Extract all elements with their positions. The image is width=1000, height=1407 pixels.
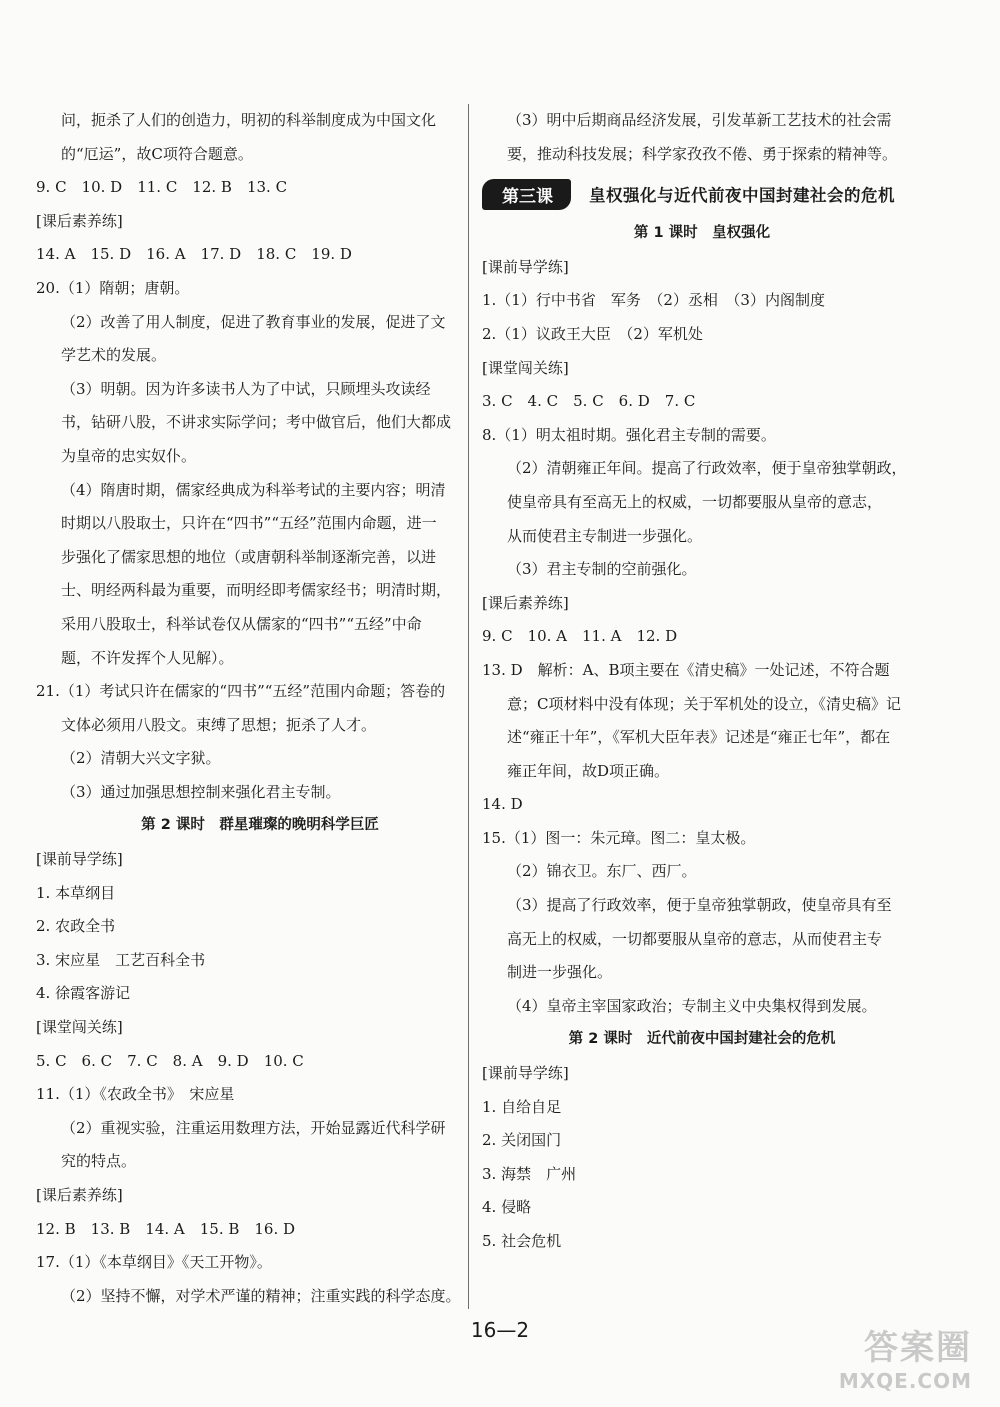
text-line: 9. C 10. D 11. C 12. B 13. C	[36, 178, 288, 197]
left-column	[36, 104, 484, 1313]
text-line: （3）提高了行政效率，便于皇帝独掌朝政，使皇帝具有至	[507, 896, 892, 915]
text-line: 时期以八股取士，只许在“四书”“五经”范围内命题，进一	[61, 514, 437, 533]
text-line: （2）坚持不懈，对学术严谨的精神；注重实践的科学态度。	[61, 1286, 461, 1305]
text-line: 1. 自给自足	[482, 1097, 562, 1116]
text-line: 5. C 6. C 7. C 8. A 9. D 10. C	[36, 1051, 304, 1070]
text-line: 3. 海禁 广州	[482, 1164, 577, 1183]
text-line: 士、明经两科最为重要，而明经即考儒家经书；明清时期，	[61, 581, 452, 600]
text-line: 采用八股取士，科举试卷仅从儒家的“四书”“五经”中命	[61, 614, 422, 633]
text-line: [课前导学练]	[482, 1064, 569, 1083]
text-line: 制进一步强化。	[507, 963, 613, 982]
text-line: 为皇帝的忠实奴仆。	[61, 446, 197, 465]
right-column-continuation	[482, 104, 922, 171]
text-line: （2）改善了用人制度，促进了教育事业的发展，促进了文	[61, 312, 446, 331]
text-line: 4. 徐霞客游记	[36, 984, 131, 1003]
text-line: （2）清朝雍正年间。提高了行政效率，便于皇帝独掌朝政，	[507, 459, 907, 478]
text-line: 高无上的权威，一切都要服从皇帝的意志，从而使君主专	[507, 929, 883, 948]
text-line: 8.（1）明太祖时期。强化君主专制的需要。	[482, 425, 776, 444]
text-line: 9. C 10. A 11. A 12. D	[482, 627, 678, 646]
text-line: 究的特点。	[61, 1152, 137, 1171]
text-line: 15.（1）图一：朱元璋。图二：皇太极。	[482, 828, 756, 847]
text-line: （2）清朝大兴文字狱。	[61, 749, 221, 768]
text-line: 步强化了儒家思想的地位（或唐朝科举制逐渐完善，以进	[61, 547, 437, 566]
text-line: [课后素养练]	[482, 593, 569, 612]
text-line: 书，钻研八股，不讲求实际学问；考中做官后，他们大都成	[61, 413, 452, 432]
text-line: 13. D 解析：A、B项主要在《清史稿》一处记述，不符合题	[482, 660, 890, 679]
text-line: 12. B 13. B 14. A 15. B 16. D	[36, 1219, 296, 1238]
section-heading: 第 2 课时 群星璀璨的晚明科学巨匠	[141, 817, 379, 834]
text-line: （2）锦衣卫。东厂、西厂。	[507, 862, 697, 881]
text-line: 题，不许发挥个人见解）。	[61, 648, 234, 667]
text-line: 使皇帝具有至高无上的权威，一切都要服从皇帝的意志，	[507, 492, 883, 511]
text-line: （3）通过加强思想控制来强化君主专制。	[61, 782, 341, 801]
text-line: 意；C项材料中没有体现；关于军机处的设立，《清史稿》记	[507, 694, 901, 713]
text-line: （2）重视实验，注重运用数理方法，开始显露近代科学研	[61, 1118, 446, 1137]
text-line: 14. A 15. D 16. A 17. D 18. C 19. D	[36, 245, 352, 264]
text-line: 1.（1）行中书省 军务 （2）丞相 （3）内阁制度	[482, 291, 825, 310]
text-line: 要，推动科技发展；科学家孜孜不倦、勇于探索的精神等。	[507, 144, 898, 163]
text-line: 14. D	[482, 795, 523, 814]
text-line: 4. 侵略	[482, 1198, 532, 1217]
text-line: （4）皇帝主宰国家政治；专制主义中央集权得到发展。	[507, 996, 877, 1015]
text-line: （3）明朝。因为许多读书人为了中试，只顾埋头攻读经	[61, 379, 431, 398]
text-line: 20.（1）隋朝；唐朝。	[36, 278, 190, 297]
watermark-logo: 答案圈	[864, 1328, 972, 1368]
text-line: 11.（1）《农政全书》 宋应星	[36, 1085, 235, 1104]
section-heading: 第 2 课时 近代前夜中国封建社会的危机	[568, 1031, 836, 1048]
text-line: 问，扼杀了人们的创造力，明初的科举制度成为中国文化	[61, 111, 437, 129]
text-line: [课前导学练]	[36, 850, 123, 869]
watermark-url: MXQE.COM	[838, 1369, 972, 1393]
right-column-body	[482, 217, 922, 1258]
text-line: 21.（1）考试只许在儒家的“四书”“五经”范围内命题；答卷的	[36, 682, 446, 701]
lesson-badge: 第三课	[482, 179, 571, 210]
text-line: 1. 本草纲目	[36, 883, 116, 902]
text-line: 2.（1）议政王大臣 （2）军机处	[482, 324, 703, 343]
text-line: 文体必须用八股文。束缚了思想；扼杀了人才。	[61, 715, 377, 734]
text-line: 2. 农政全书	[36, 917, 116, 936]
text-line: 17.（1）《本草纲目》《天工开物》。	[36, 1253, 272, 1272]
text-line: [课前导学练]	[482, 257, 569, 276]
lesson-title: 皇权强化与近代前夜中国封建社会的危机	[589, 186, 895, 206]
text-line: （4）隋唐时期，儒家经典成为科举考试的主要内容；明清	[61, 480, 446, 499]
column-divider	[468, 104, 469, 1309]
text-line: [课堂闯关练]	[36, 1018, 123, 1037]
text-line: 5. 社会危机	[482, 1232, 562, 1250]
section-heading: 第 1 课时 皇权强化	[633, 225, 771, 242]
text-line: [课堂闯关练]	[482, 358, 569, 377]
text-line: 的“厄运”，故C项符合题意。	[61, 144, 253, 163]
text-line: 述“雍正十年”，《军机大臣年表》记述是“雍正七年”，都在	[507, 728, 891, 747]
text-line: 2. 关闭国门	[482, 1131, 562, 1150]
text-line: （3）君主专制的空前强化。	[507, 560, 697, 579]
text-line: [课后素养练]	[36, 211, 123, 230]
text-line: 3. 宋应星 工艺百科全书	[36, 950, 206, 969]
text-line: 从而使君主专制进一步强化。	[507, 526, 703, 545]
page-number: 16—2	[470, 1318, 530, 1342]
text-line: 雍正年间，故D项正确。	[507, 761, 670, 780]
right-column	[482, 104, 922, 1259]
text-line: 学艺术的发展。	[61, 346, 167, 365]
text-line: [课后素养练]	[36, 1186, 123, 1204]
lesson-banner	[482, 171, 922, 217]
text-line: 3. C 4. C 5. C 6. D 7. C	[482, 392, 696, 411]
watermark	[839, 1320, 972, 1393]
text-line: （3）明中后期商品经济发展，引发革新工艺技术的社会需	[507, 111, 892, 129]
